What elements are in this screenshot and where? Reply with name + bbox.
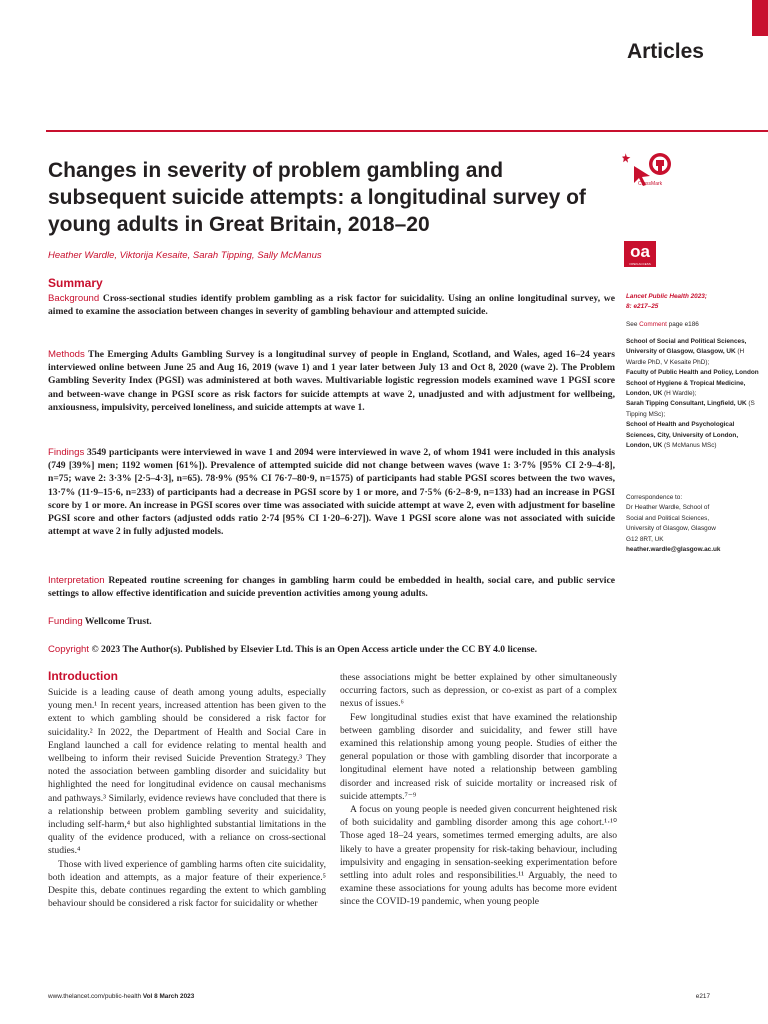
abstract-copyright <box>48 643 615 656</box>
abstract-interpretation-text: Repeated routine screening for changes in gambling harm could be embedded in health, social care, and public service settings to allow effective identification and suicide prevention activities among young adults. <box>48 575 615 600</box>
footer-citation <box>48 993 194 1000</box>
abstract-interpretation-label: Interpretation <box>48 575 105 586</box>
abstract-copyright-text: © 2023 The Author(s). Published by Elsevier Ltd. This is an Open Access article under the CC BY 4.0 license. <box>91 644 538 655</box>
affiliation-authors: (H Wardle); <box>664 390 697 398</box>
affiliation-item <box>626 337 762 368</box>
introduction-heading: Introduction <box>48 669 118 683</box>
correspondence-line: Social and Political Sciences, <box>626 514 710 522</box>
affiliation-authors: (S Tipping MSc); <box>626 400 755 418</box>
sidebar-affiliations <box>626 337 762 451</box>
intro-column-right <box>340 671 617 909</box>
correspondence-email[interactable]: heather.wardle@glasgow.ac.uk <box>626 546 721 554</box>
abstract-methods-label: Methods <box>48 349 85 360</box>
see-comment-prefix: See <box>626 321 640 328</box>
abstract-findings-text: 3549 participants were interviewed in wave 1 and 2094 were interviewed in wave 2, of whom 1941 were included in this analysis (749 [39%] men; 1192 women [61%]). Prevalence of attempted suicide did not change between waves (wave 1: 3·7% [95% CI 2·9–4·8], n=75; wave 2: 3·3% [2·5–4·3], n=65). 78·9% (95% CI 76·7–80·9, n=1575) of participants had stable PGSI scores between the two waves, 13·7% (11·9–15·6, n=233) of participants had a decrease in PGSI score by 1 or more, and 7·5% (6·2–8·9, n=133) had an increase in PGSI score by 1 or more. An increase in PGSI scores over time was associated with suicide attempt at wave 2, even with adjustment for baseline PGSI score and other factors (adjusted odds ratio 2·74 [95% CI 1·20–6·27]). Wave 1 PGSI score alone was not associated with suicide attempt at wave 2 in fully adjusted models. <box>48 447 615 538</box>
affiliation-name: Sarah Tipping Consultant, Lingfield, UK <box>626 400 747 408</box>
intro-paragraph: Few longitudinal studies exist that have examined the relationship between gambling disorder and suicidality, and fewer still have examined this relationship among young people. Studies of either the general population or those with gambling disorder that incorporate a longitudinal element have noted a relationship between gambling disorder and increased risk of suicide mortality or increased risk of suicide attempts.⁷⁻⁹ <box>340 711 617 802</box>
footer-date: March 2023 <box>159 993 195 1000</box>
abstract-funding-text: Wellcome Trust. <box>84 616 152 627</box>
correspondence-line: University of Glasgow, Glasgow <box>626 525 716 533</box>
color-tab <box>752 0 768 36</box>
correspondence-label: Correspondence to: <box>626 494 683 501</box>
citation-line-2: 8: e217–25 <box>626 303 659 311</box>
see-comment-suffix: page e186 <box>666 321 699 328</box>
affiliation-name: School of Social and Political Sciences, University of Glasgow, Glasgow, UK <box>626 338 747 356</box>
intro-paragraph: A focus on young people is needed given concurrent heightened risk of both suicidality and gambling disorder among this age cohort.¹·¹⁰ Those aged 18–24 years, sometimes termed emerging adults, are also likely to have a greater propensity for risk-taking behaviour, including impulsivity and engaging in sensation-seeking experimentation before settling into adult roles and responsibilities.¹¹ Arguably, the need to examine these associations for young adults has become more evident since the COVID-19 pandemic, when young people <box>340 804 617 908</box>
affiliation-authors: (S McManus MSc) <box>664 442 717 450</box>
sidebar-correspondence <box>626 493 762 555</box>
sidebar-citation <box>626 292 762 313</box>
abstract-background-label: Background <box>48 293 100 304</box>
abstract-copyright-label: Copyright <box>48 644 90 655</box>
abstract-findings <box>48 446 615 538</box>
affiliation-item <box>626 399 762 420</box>
abstract-methods-text: The Emerging Adults Gambling Survey is a longitudinal survey of people in England, Scotland, and Wales, aged 16–24 years interviewed online between June 25 and Aug 16, 2019 (wave 1) and 1 year later between July 13 and Oct 8, 2020 (wave 2). The Problem Gambling Severity Index (PGSI) was administered at both waves. Multivariable logistic regression models examined wave 1 PGSI score and between-wave change in PGSI score as risk factors for suicide attempts at wave 2, unadjusted and with adjustment for wellbeing, anxiousness, impulsivity, perceived loneliness, and suicide attempts at wave 1. <box>48 349 615 413</box>
summary-heading: Summary <box>48 276 103 290</box>
comment-link[interactable]: Comment <box>639 321 667 328</box>
abstract-funding-label: Funding <box>48 616 83 627</box>
intro-paragraph: Suicide is a leading cause of death among young adults, especially young men.¹ In recent years, increased attention has been given to the extent to which gambling should be considered a risk factor for suicidality.² In 2022, the Department of Health and Social Care in England launched a call for evidence relating to mental health and wellbeing to inform their revised Suicide Prevention Strategy.³ They noted the association between gambling disorder and suicidality but highlighted the need for longitudinal evidence on causal mechanisms and pathways.³ Similarly, evidence reviews have concluded that there is a relationship between problem gambling severity and suicidality, including self-harm,⁴ but also highlighted substantial limitations in the quality of the evidence produced, with a reliance on cross-sectional studies.⁴ <box>48 687 326 857</box>
affiliation-name: Faculty of Public Health and Policy, London School of Hygiene & Tropical Medicine, London, UK <box>626 369 759 398</box>
oa-logo-text: oa <box>630 242 650 261</box>
affiliation-item <box>626 368 762 399</box>
abstract-background <box>48 292 615 318</box>
article-title: Changes in severity of problem gambling and subsequent suicide attempts: a longitudinal survey of young adults in Great Britain, 2018–20 <box>48 159 586 236</box>
abstract-funding <box>48 615 615 628</box>
author-list: Heather Wardle, Viktorija Kesaite, Sarah Tipping, Sally McManus <box>48 250 322 261</box>
footer-volume: Vol 8 <box>142 993 158 1000</box>
abstract-interpretation <box>48 574 615 600</box>
affiliation-name: School of Health and Psychological Sciences, City, University of London, London, UK <box>626 421 739 450</box>
intro-paragraph: Those with lived experience of gambling harms often cite suicidality, both ideation and attempts, as a major feature of their experience.⁵ Despite this, debate continues regarding the extent to which gambling behaviour should be considered a risk factor for suicidality or whether <box>48 858 326 910</box>
abstract-background-text: Cross-sectional studies identify problem gambling as a risk factor for suicidality. Using an online longitudinal survey, we aimed to examine the association between changes in severity of gambling behaviour and attempted suicide. <box>48 293 615 318</box>
abstract-methods <box>48 348 615 414</box>
sidebar-see-comment <box>626 320 762 330</box>
crossmark-label: CrossMark <box>638 181 663 187</box>
oa-logo-small-text: OPEN ACCESS <box>629 262 651 266</box>
correspondence-line: Dr Heather Wardle, School of <box>626 504 710 512</box>
correspondence-line: G12 8RT, UK <box>626 535 664 543</box>
citation-line-1: Lancet Public Health 2023; <box>626 293 707 300</box>
page-number: e217 <box>695 993 710 1000</box>
intro-paragraph: these associations might be better explained by other simultaneously occurring factors, such as depression, or co-exist as part of a complex nexus of issues.⁶ <box>340 672 617 710</box>
affiliation-item <box>626 420 762 451</box>
top-rule <box>46 130 768 132</box>
affiliation-authors: (H Wardle PhD, V Kesaite PhD); <box>626 348 745 366</box>
footer-url[interactable]: www.thelancet.com/public-health <box>48 993 142 1000</box>
abstract-findings-label: Findings <box>48 447 85 458</box>
intro-column-left <box>48 686 326 910</box>
section-label: Articles <box>626 40 704 63</box>
open-access-logo <box>624 241 656 267</box>
